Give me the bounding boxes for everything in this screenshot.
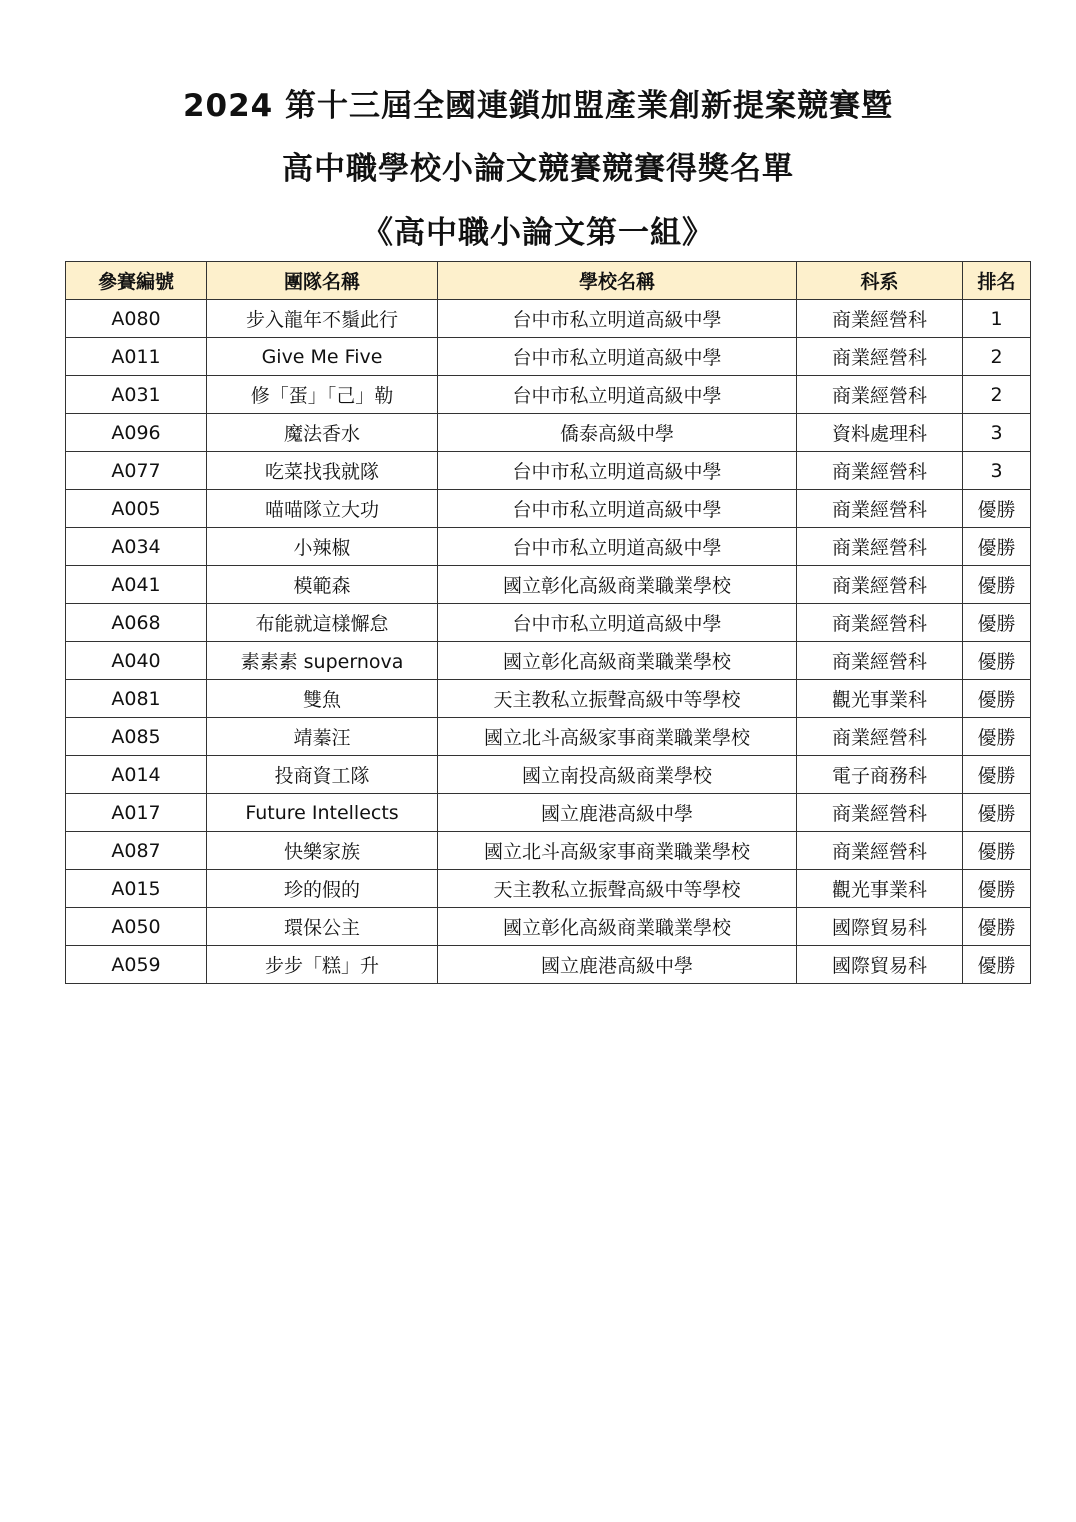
- cell-department: 商業經營科: [797, 376, 963, 414]
- cell-school-name: 天主教私立振聲高級中等學校: [438, 680, 797, 718]
- cell-team-name: 喵喵隊立大功: [207, 490, 438, 528]
- cell-entry-number: A041: [66, 566, 207, 604]
- cell-school-name: 國立北斗高級家事商業職業學校: [438, 718, 797, 756]
- cell-team-name: 布能就這樣懈怠: [207, 604, 438, 642]
- cell-team-name: Future Intellects: [207, 794, 438, 832]
- cell-team-name: Give Me Five: [207, 338, 438, 376]
- cell-team-name: 模範森: [207, 566, 438, 604]
- cell-entry-number: A015: [66, 870, 207, 908]
- cell-rank: 3: [963, 452, 1031, 490]
- cell-school-name: 台中市私立明道高級中學: [438, 452, 797, 490]
- cell-department: 商業經營科: [797, 566, 963, 604]
- table-row: [66, 870, 1031, 908]
- cell-rank: 優勝: [963, 832, 1031, 870]
- cell-rank: 優勝: [963, 794, 1031, 832]
- cell-rank: 優勝: [963, 490, 1031, 528]
- cell-entry-number: A085: [66, 718, 207, 756]
- table-row: [66, 680, 1031, 718]
- table-row: [66, 832, 1031, 870]
- table-row: [66, 414, 1031, 452]
- cell-team-name: 步入龍年不鬚此行: [207, 300, 438, 338]
- results-table: [65, 261, 1031, 984]
- header-rank: 排名: [963, 262, 1031, 300]
- cell-entry-number: A005: [66, 490, 207, 528]
- cell-team-name: 投商資工隊: [207, 756, 438, 794]
- table-row: [66, 566, 1031, 604]
- cell-rank: 優勝: [963, 642, 1031, 680]
- cell-school-name: 國立彰化高級商業職業學校: [438, 566, 797, 604]
- cell-school-name: 國立彰化高級商業職業學校: [438, 908, 797, 946]
- cell-team-name: 魔法香水: [207, 414, 438, 452]
- table-row: [66, 300, 1031, 338]
- cell-department: 商業經營科: [797, 490, 963, 528]
- cell-department: 商業經營科: [797, 794, 963, 832]
- header-entry-number: 參賽編號: [66, 262, 207, 300]
- cell-school-name: 國立北斗高級家事商業職業學校: [438, 832, 797, 870]
- cell-rank: 優勝: [963, 680, 1031, 718]
- cell-rank: 優勝: [963, 756, 1031, 794]
- cell-entry-number: A077: [66, 452, 207, 490]
- cell-entry-number: A059: [66, 946, 207, 984]
- cell-department: 商業經營科: [797, 718, 963, 756]
- cell-school-name: 台中市私立明道高級中學: [438, 604, 797, 642]
- cell-school-name: 僑泰高級中學: [438, 414, 797, 452]
- cell-entry-number: A068: [66, 604, 207, 642]
- cell-school-name: 台中市私立明道高級中學: [438, 490, 797, 528]
- cell-department: 商業經營科: [797, 338, 963, 376]
- cell-team-name: 吃菜找我就隊: [207, 452, 438, 490]
- table-header-row: [66, 262, 1031, 300]
- cell-school-name: 國立鹿港高級中學: [438, 794, 797, 832]
- cell-entry-number: A040: [66, 642, 207, 680]
- cell-entry-number: A031: [66, 376, 207, 414]
- cell-rank: 2: [963, 338, 1031, 376]
- cell-team-name: 修「蛋」「己」勒: [207, 376, 438, 414]
- table-row: [66, 604, 1031, 642]
- cell-entry-number: A087: [66, 832, 207, 870]
- cell-entry-number: A034: [66, 528, 207, 566]
- cell-department: 電子商務科: [797, 756, 963, 794]
- table-row: [66, 642, 1031, 680]
- cell-team-name: 步步「糕」升: [207, 946, 438, 984]
- header-department: 科系: [797, 262, 963, 300]
- table-row: [66, 794, 1031, 832]
- cell-school-name: 國立南投高級商業學校: [438, 756, 797, 794]
- cell-department: 商業經營科: [797, 604, 963, 642]
- cell-school-name: 台中市私立明道高級中學: [438, 376, 797, 414]
- cell-department: 商業經營科: [797, 452, 963, 490]
- table-row: [66, 946, 1031, 984]
- cell-school-name: 國立鹿港高級中學: [438, 946, 797, 984]
- cell-rank: 優勝: [963, 528, 1031, 566]
- cell-school-name: 國立彰化高級商業職業學校: [438, 642, 797, 680]
- cell-rank: 優勝: [963, 908, 1031, 946]
- cell-department: 商業經營科: [797, 528, 963, 566]
- cell-team-name: 素素素 supernova: [207, 642, 438, 680]
- cell-department: 商業經營科: [797, 832, 963, 870]
- cell-rank: 優勝: [963, 604, 1031, 642]
- cell-school-name: 天主教私立振聲高級中等學校: [438, 870, 797, 908]
- cell-school-name: 台中市私立明道高級中學: [438, 528, 797, 566]
- cell-department: 商業經營科: [797, 642, 963, 680]
- cell-entry-number: A081: [66, 680, 207, 718]
- cell-rank: 1: [963, 300, 1031, 338]
- cell-team-name: 環保公主: [207, 908, 438, 946]
- cell-department: 觀光事業科: [797, 680, 963, 718]
- cell-school-name: 台中市私立明道高級中學: [438, 338, 797, 376]
- cell-rank: 3: [963, 414, 1031, 452]
- table-row: [66, 452, 1031, 490]
- cell-team-name: 雙魚: [207, 680, 438, 718]
- cell-entry-number: A014: [66, 756, 207, 794]
- table-row: [66, 490, 1031, 528]
- cell-entry-number: A096: [66, 414, 207, 452]
- table-row: [66, 376, 1031, 414]
- header-team-name: 團隊名稱: [207, 262, 438, 300]
- table-row: [66, 908, 1031, 946]
- cell-department: 國際貿易科: [797, 946, 963, 984]
- cell-rank: 優勝: [963, 870, 1031, 908]
- table-body: [66, 300, 1031, 984]
- cell-rank: 2: [963, 376, 1031, 414]
- cell-entry-number: A017: [66, 794, 207, 832]
- cell-rank: 優勝: [963, 566, 1031, 604]
- cell-department: 商業經營科: [797, 300, 963, 338]
- title-line-1: 2024 第十三屆全國連鎖加盟產業創新提案競賽暨: [182, 88, 894, 124]
- cell-department: 國際貿易科: [797, 908, 963, 946]
- cell-entry-number: A011: [66, 338, 207, 376]
- table-row: [66, 756, 1031, 794]
- cell-team-name: 靖蓁汪: [207, 718, 438, 756]
- header-school-name: 學校名稱: [438, 262, 797, 300]
- cell-team-name: 珍的假的: [207, 870, 438, 908]
- cell-team-name: 快樂家族: [207, 832, 438, 870]
- title-line-3: 《高中職小論文第一組》: [362, 215, 714, 251]
- table-row: [66, 528, 1031, 566]
- cell-department: 資料處理科: [797, 414, 963, 452]
- cell-rank: 優勝: [963, 718, 1031, 756]
- cell-school-name: 台中市私立明道高級中學: [438, 300, 797, 338]
- cell-rank: 優勝: [963, 946, 1031, 984]
- table-row: [66, 718, 1031, 756]
- cell-department: 觀光事業科: [797, 870, 963, 908]
- cell-team-name: 小辣椒: [207, 528, 438, 566]
- cell-entry-number: A080: [66, 300, 207, 338]
- cell-entry-number: A050: [66, 908, 207, 946]
- title-line-2: 高中職學校小論文競賽競賽得獎名單: [282, 151, 794, 187]
- table-row: [66, 338, 1031, 376]
